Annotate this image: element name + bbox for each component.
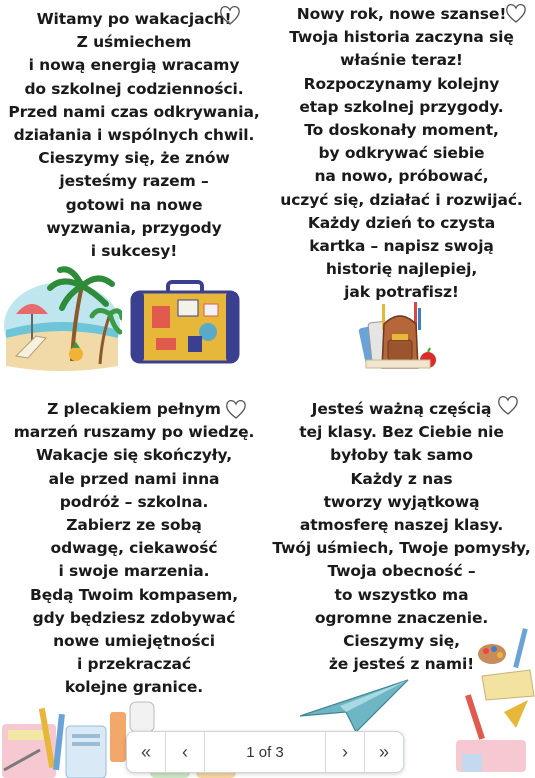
card-text-line: Cieszymy się, że znów — [38, 149, 230, 168]
card-text-line: by odkrywać siebie — [318, 144, 485, 163]
card-text-line: Z plecakiem pełnym — [47, 400, 221, 418]
card-text-line: Każdy z nas — [350, 469, 453, 488]
card-text-line: gdy będziesz zdobywać — [32, 608, 236, 627]
double-chevron-right-icon: » — [378, 741, 389, 762]
card-text-line: gotowi na nowe — [65, 195, 203, 214]
card-text-line: Każdy dzień to czysta — [307, 213, 496, 232]
card-text-line: Będą Twoim kompasem, — [30, 585, 238, 604]
page-indicator: 1 of 3 — [246, 743, 284, 761]
card-text-line: wyzwania, przygody — [46, 218, 222, 237]
card-text-line: na nowo, próbować, — [314, 167, 489, 186]
card-text-line: Zabierz ze sobą — [66, 516, 202, 535]
heart-icon — [218, 4, 242, 26]
card-text-line: jak potrafisz! — [344, 283, 459, 302]
card-text-line: do szkolnej codzienności. — [24, 79, 244, 98]
card-text-line: i sukcesy! — [90, 242, 178, 261]
card-text-line: i przekraczać — [77, 655, 191, 674]
card-text-line: Przed nami czas odkrywania, — [8, 102, 260, 121]
card-new-year — [268, 3, 535, 305]
last-page-button[interactable] — [365, 732, 403, 772]
card-text-line: uczyć się, działać i rozwijać. — [280, 190, 523, 209]
card-text-line: kolejne granice. — [64, 678, 204, 697]
card-text-line: Twoja obecność – — [327, 562, 476, 581]
chevron-right-icon: › — [342, 741, 348, 762]
art-supplies-illustration — [452, 624, 535, 778]
card-text-line: tej klasy. Bez Ciebie nie — [299, 423, 504, 442]
card-text-line: nowe umiejętności — [53, 632, 215, 651]
card-text-line: historię najlepiej, — [325, 260, 478, 279]
heart-icon — [224, 398, 248, 420]
next-page-button[interactable] — [326, 732, 364, 772]
card-text-line: Twój uśmiech, Twoje pomysły, — [272, 539, 531, 558]
suitcase-illustration — [128, 280, 242, 364]
card-text-line: To doskonały moment, — [304, 121, 499, 140]
card-text-line: atmosferę naszej klasy. — [299, 516, 504, 535]
heart-icon — [496, 394, 520, 416]
card-welcome — [0, 8, 268, 263]
card-text-line: Z uśmiechem — [76, 33, 192, 52]
card-text-line: i nową energią wracamy — [28, 56, 240, 75]
chevron-left-icon: ‹ — [182, 741, 188, 762]
card-text-line: marzeń ruszamy po wiedzę. — [13, 423, 255, 442]
card-text-line: działania i wspólnych chwil. — [13, 126, 255, 145]
card-text-line: odwagę, ciekawość — [50, 539, 218, 558]
card-text-line: podróż – szkolna. — [59, 492, 209, 511]
double-chevron-left-icon: « — [140, 741, 151, 762]
card-text-line: właśnie teraz! — [340, 51, 463, 70]
card-text-line: że jesteś z nami! — [328, 655, 475, 674]
card-text-line: Rozpoczynamy kolejny — [303, 74, 500, 93]
prev-page-button[interactable] — [166, 732, 204, 772]
card-text-line: Cieszymy się, — [343, 632, 460, 651]
backpack-illustration — [356, 298, 444, 374]
heart-icon — [504, 2, 528, 24]
card-text-line: Twoja historia zaczyna się — [289, 28, 514, 47]
card-text-line: ale przed nami inna — [48, 469, 220, 488]
card-text-line: Witamy po wakacjach! — [36, 10, 232, 28]
page-navigation — [126, 731, 404, 773]
first-page-button[interactable] — [127, 732, 165, 772]
card-text-line: i swoje marzenia. — [58, 562, 210, 581]
beach-illustration — [2, 266, 122, 372]
card-text-line: to wszystko ma — [334, 585, 469, 604]
card-text-line: etap szkolnej przygody. — [299, 97, 504, 116]
card-text-line: ogromne znaczenie. — [314, 608, 489, 627]
card-text-line: Wakacje się skończyły, — [35, 446, 233, 465]
card-text-line: byłoby tak samo — [330, 446, 473, 465]
card-text-line: kartka – napisz swoją — [309, 237, 494, 256]
card-backpack-dreams — [0, 398, 268, 700]
paper-plane-illustration — [296, 676, 412, 736]
card-text-line: Jesteś ważną częścią — [311, 400, 492, 418]
card-text-line: jesteśmy razem – — [59, 172, 209, 191]
card-text-line: Nowy rok, nowe szanse! — [296, 5, 507, 23]
card-text-line: tworzy wyjątkową — [323, 492, 480, 511]
